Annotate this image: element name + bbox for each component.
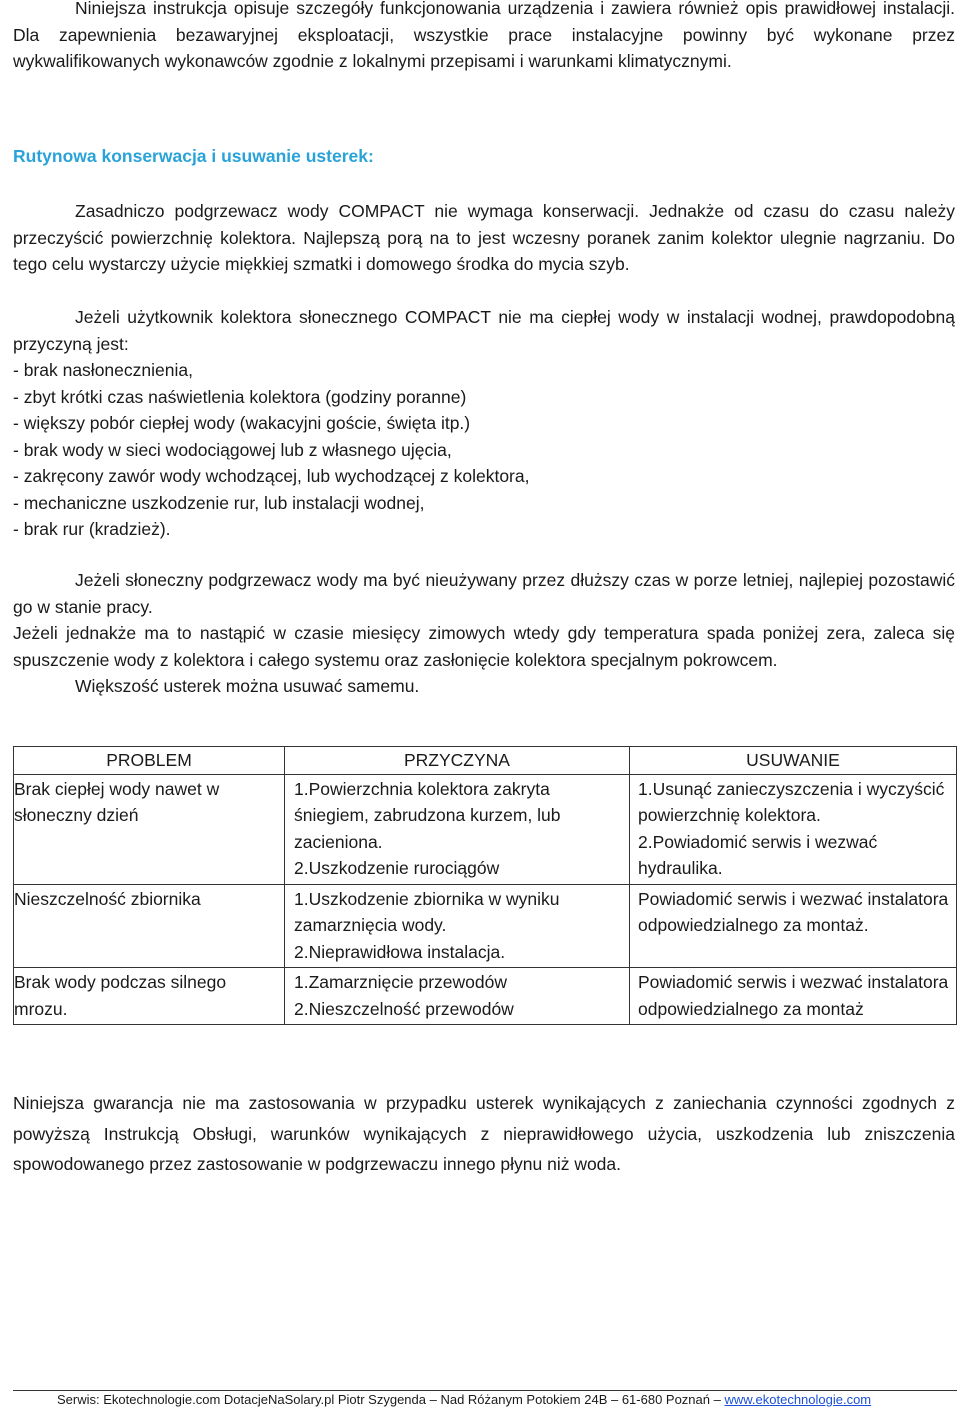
cause-line: 2.Nieprawidłowa instalacja. (294, 941, 506, 962)
intro-paragraph: Niniejsza instrukcja opisuje szczegóły funkcjonowania urządzenia i zawiera również opis prawidłowej instalacji. Dla zapewnienia bezawaryjnej eksploatacji, wszystkie prace instalacyjne powinny być wykonane przez wykwalifikowanych wykonawców zgodnie z lokalnymi przepisami i warunkami klimatycznymi. (13, 0, 955, 71)
list-item: - brak wody w sieci wodociągowej lub z własnego ujęcia, (13, 439, 452, 460)
maintenance-section (13, 198, 955, 278)
fix-line: Powiadomić serwis i wezwać instalatora odpowiedzialnego za montaż (638, 972, 949, 1019)
user-intro-paragraph: Jeżeli użytkownik kolektora słonecznego COMPACT nie ma ciepłej wody w instalacji wodnej, prawdopodobną przyczyną jest: (13, 307, 955, 354)
fix-cell (630, 884, 957, 968)
footer-text: Serwis: Ekotechnologie.com DotacjeNaSolary.pl Piotr Szygenda – Nad Różanym Potokiem 24B – 61-680 Poznań – (57, 1392, 725, 1407)
list-item: - zbyt krótki czas naświetlenia kolektora (godziny poranne) (13, 386, 467, 407)
cause-cell (285, 968, 630, 1025)
footer-website-link[interactable]: www.ekotechnologie.com (724, 1392, 872, 1407)
fix-line: 1.Usunąć zanieczyszczenia i wyczyścić powierzchnię kolektora. (638, 778, 945, 825)
table-row (14, 968, 957, 1025)
section-heading: Rutynowa konserwacja i usuwanie usterek: (13, 146, 374, 166)
list-item: - brak rur (kradzież). (13, 519, 171, 539)
list-item: - mechaniczne uszkodzenie rur, lub instalacji wodnej, (13, 492, 425, 513)
maintenance-paragraph: Zasadniczo podgrzewacz wody COMPACT nie wymaga konserwacji. Jednakże od czasu do czasu należy przeczyścić powierzchnię kolektora. Najlepszą porą na to jest wczesny poranek zanim kolektor ulegnie nagrzaniu. Do tego celu wystarczy użycie miękkiej szmatki i domowego środka do mycia szyb. (13, 201, 955, 274)
warranty-paragraph: Niniejsza gwarancja nie ma zastosowania w przypadku usterek wynikających z zaniechania czynności zgodnych z powyższą Instrukcją Obsługi, warunków wynikających z nieprawidłowego użycia, uszkodzenia lub zniszczenia spowodowanego przez zastosowanie w podgrzewaczu innego płynu niż woda. (13, 1093, 955, 1174)
problem-cell: Nieszczelność zbiornika (14, 884, 285, 968)
table-row (14, 774, 957, 884)
cause-line: 2.Uszkodzenie rurociągów (294, 858, 500, 878)
fix-line: 2.Powiadomić serwis i wezwać hydraulika. (638, 831, 878, 878)
troubleshooting-table (13, 746, 957, 1025)
problem-cell: Brak ciepłej wody nawet w słoneczny dzień (14, 774, 285, 884)
page-footer (57, 1392, 871, 1407)
self-fix-paragraph: Większość usterek można usuwać samemu. (75, 676, 420, 696)
summer-paragraph: Jeżeli słoneczny podgrzewacz wody ma być nieużywany przez dłuższy czas w porze letniej, najlepiej pozostawić go w stanie pracy. (13, 570, 955, 617)
cause-cell (285, 774, 630, 884)
header-problem: PROBLEM (14, 747, 285, 775)
problem-cell: Brak wody podczas silnego mrozu. (14, 968, 285, 1025)
table-row (14, 884, 957, 968)
seasonal-section (13, 567, 955, 700)
intro-section (13, 0, 955, 75)
no-hot-water-section (13, 304, 955, 543)
winter-paragraph: Jeżeli jednakże ma to nastąpić w czasie miesięcy zimowych wtedy gdy temperatura spada poniżej zera, zaleca się spuszczenie wody z kolektora i całego systemu oraz zasłonięcie kolektora specjalnym pokrowcem. (13, 623, 955, 670)
warranty-section (13, 1088, 955, 1180)
fix-cell (630, 968, 957, 1025)
cause-line: 1.Zamarznięcie przewodów (294, 972, 508, 992)
header-fix: USUWANIE (630, 747, 957, 775)
list-item: - większy pobór ciepłej wody (wakacyjni goście, święta itp.) (13, 413, 471, 433)
footer-divider (13, 1390, 957, 1391)
causes-list (13, 357, 955, 543)
cause-line: 1.Uszkodzenie zbiornika w wyniku zamarznięcia wody. (294, 888, 560, 935)
list-item: - zakręcony zawór wody wchodzącej, lub wychodzącej z kolektora, (13, 466, 530, 486)
cause-line: 2.Nieszczelność przewodów (294, 998, 514, 1019)
cause-cell (285, 884, 630, 968)
fix-cell (630, 774, 957, 884)
list-item: - brak nasłonecznienia, (13, 360, 193, 380)
fix-line: Powiadomić serwis i wezwać instalatora odpowiedzialnego za montaż. (638, 888, 949, 935)
cause-line: 1.Powierzchnia kolektora zakryta śniegiem, zabrudzona kurzem, lub zacieniona. (294, 778, 561, 852)
table-header-row (14, 747, 957, 775)
header-cause: PRZYCZYNA (285, 747, 630, 775)
